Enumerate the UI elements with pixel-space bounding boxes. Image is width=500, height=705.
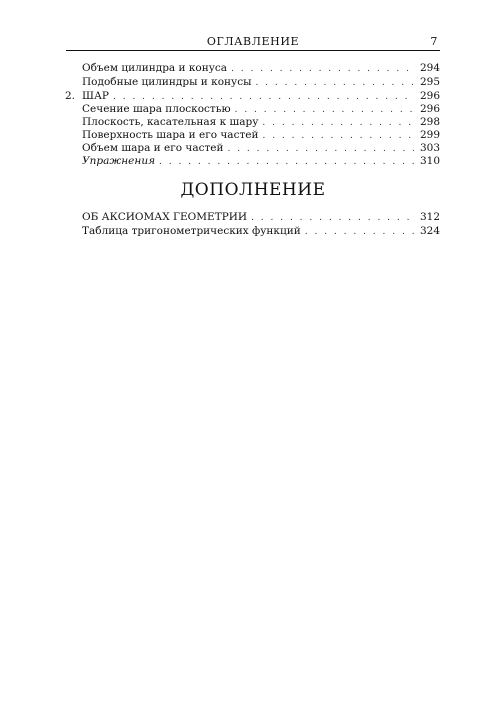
page-number: 7	[430, 35, 438, 48]
toc-entry-label: Сечение шара плоскостью	[82, 103, 231, 115]
toc-entry-page: 296	[419, 103, 440, 115]
toc-entry-page: 324	[419, 225, 440, 237]
toc-entry-label: Упражнения	[82, 155, 156, 167]
toc-entry-page: 295	[419, 76, 440, 88]
dot-leader	[159, 156, 414, 169]
toc-entry-page: 298	[419, 116, 440, 128]
section-heading: ДОПОЛНЕНИЕ	[180, 180, 326, 200]
toc-entry	[82, 76, 440, 89]
running-head	[66, 34, 440, 51]
running-head-title: ОГЛАВЛЕНИЕ	[206, 35, 300, 48]
toc-entry	[82, 116, 440, 129]
toc-entry-label: Поверхность шара и его частей	[82, 129, 259, 141]
toc-entry-page: 294	[419, 62, 440, 74]
toc-entry	[82, 62, 440, 75]
toc-entry-label: ШАР	[82, 90, 109, 102]
toc-entry-exercises	[82, 155, 440, 168]
toc-entry-page: 310	[419, 155, 440, 167]
toc-entry-page: 312	[419, 211, 440, 223]
dot-leader	[231, 63, 414, 76]
toc-entry-label: Подобные цилиндры и конусы	[82, 76, 252, 88]
dot-leader	[305, 226, 414, 239]
toc-entry-number: 2.	[65, 90, 76, 102]
toc-entry-page: 299	[419, 129, 440, 141]
dot-leader	[251, 212, 414, 225]
toc-entry-label: Таблица тригонометрических функций	[82, 225, 301, 237]
toc-entry-page: 296	[419, 90, 440, 102]
toc-entry	[82, 129, 440, 142]
toc-entry-label: Объем шара и его частей	[82, 142, 224, 154]
toc-entry	[82, 225, 440, 238]
toc-entry	[82, 211, 440, 224]
toc-entry	[65, 90, 440, 103]
toc-entry	[82, 103, 440, 116]
dot-leader	[255, 77, 414, 90]
toc-entry	[82, 142, 440, 155]
toc-entry-label: Плоскость, касательная к шару	[82, 116, 259, 128]
toc-entry-label: Объем цилиндра и конуса	[82, 62, 228, 74]
toc-entry-page: 303	[419, 142, 440, 154]
toc-entry-label: ОБ АКСИОМАХ ГЕОМЕТРИИ	[82, 211, 248, 223]
